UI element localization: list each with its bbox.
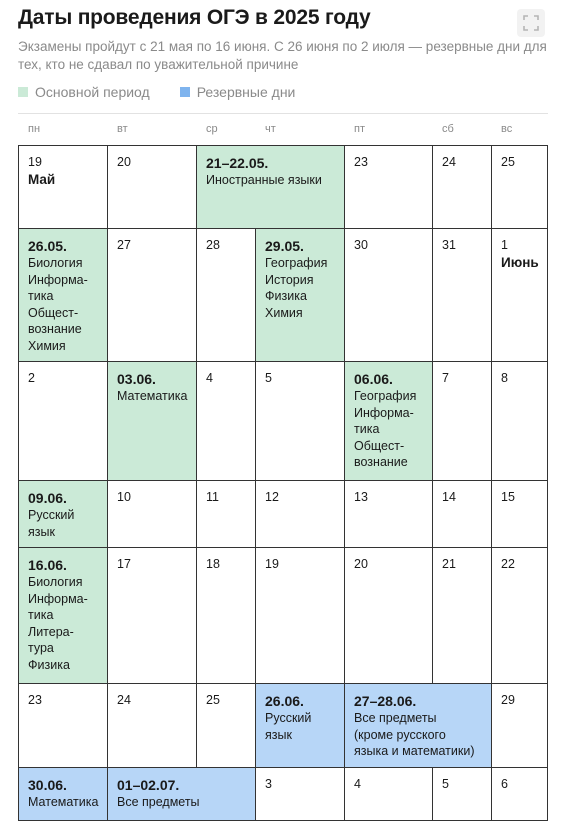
exam-subjects: Иностранные языки [206,173,322,187]
day-number: 6 [501,777,508,791]
day-number: 31 [442,238,456,252]
weekday-label: пн [28,123,41,135]
day-number: 30 [354,238,368,252]
day-number: 2 [28,371,35,385]
legend-label-reserve: Резервные дни [196,84,296,100]
calendar-day-cell [107,228,196,361]
exam-date: 16.06. [28,557,67,573]
calendar-day-cell [491,228,547,361]
exam-day-cell [344,361,432,480]
exam-date: 01–02.07. [117,777,180,793]
day-number: 25 [206,693,220,707]
day-number: 11 [206,490,219,504]
weekday-label: сб [442,123,454,135]
calendar-day-cell [196,683,255,767]
exam-day-cell [18,480,107,547]
calendar-day-cell [344,480,432,547]
exam-date: 26.05. [28,238,67,254]
exam-day-cell [18,547,107,683]
exam-subjects: Биология Информа- тика Общест- вознание Химия [28,256,88,353]
exam-date: 21–22.05. [206,155,269,171]
exam-date: 30.06. [28,777,67,793]
day-number: 15 [501,490,515,504]
day-number: 14 [442,490,456,504]
exam-day-cell [107,767,255,820]
exam-date: 27–28.06. [354,693,417,709]
day-number: 22 [501,557,515,571]
month-label: Май [28,171,56,187]
calendar-day-cell [18,683,107,767]
calendar-day-cell [432,228,491,361]
weekday-label: вс [501,123,513,135]
calendar-day-cell [107,547,196,683]
day-number: 21 [442,557,456,571]
weekday-label: пт [354,123,365,135]
exam-subjects: Все предметы [117,795,200,809]
calendar-day-cell [491,767,547,820]
calendar-day-cell [344,228,432,361]
exam-date: 03.06. [117,371,156,387]
day-number: 5 [442,777,449,791]
day-number: 20 [354,557,368,571]
day-number: 20 [117,155,131,169]
exam-date: 29.05. [265,238,304,254]
calendar-day-cell [491,547,547,683]
calendar-day-cell [18,361,107,480]
exam-day-cell [255,683,344,767]
calendar-day-cell [432,361,491,480]
day-number: 17 [117,557,131,571]
grid-border-right [547,145,548,820]
day-number: 1 [501,238,508,252]
calendar-day-cell [255,361,344,480]
exam-date: 26.06. [265,693,304,709]
month-label: Июнь [501,254,539,270]
calendar-day-cell [432,145,491,228]
day-number: 19 [28,155,42,169]
exam-day-cell [344,683,491,767]
grid-border-bottom [18,820,548,821]
day-number: 5 [265,371,272,385]
exam-day-cell [18,767,107,820]
exam-subjects: Биология Информа- тика Литера- тура Физика [28,575,88,672]
day-number: 23 [354,155,368,169]
day-number: 4 [354,777,361,791]
calendar-day-cell [491,683,547,767]
exam-date: 09.06. [28,490,67,506]
exam-day-cell [107,361,196,480]
day-number: 28 [206,238,220,252]
calendar-day-cell [196,480,255,547]
calendar-day-cell [344,547,432,683]
legend-label-main: Основной период [35,84,150,100]
calendar-day-cell [491,361,547,480]
weekday-label: вт [117,123,128,135]
day-number: 7 [442,371,449,385]
day-number: 24 [442,155,456,169]
day-number: 8 [501,371,508,385]
day-number: 4 [206,371,213,385]
calendar-day-cell [344,145,432,228]
exam-subjects: Русский язык [265,711,312,742]
exam-subjects: Математика [28,795,99,809]
calendar-day-cell [107,145,196,228]
subtitle: Экзамены пройдут с 21 мая по 16 июня. С 26 июня по 2 июля — резервные дни для тех, кто не сдавал по уважительной причине [18,39,547,72]
exam-subjects: Все предметы (кроме русского языка и математики) [354,711,475,759]
day-number: 27 [117,238,131,252]
exam-subjects: География Информа- тика Общест- вознание [354,389,417,470]
calendar-day-cell [432,480,491,547]
exam-subjects: Математика [117,389,188,403]
calendar-day-cell [107,683,196,767]
calendar-day-cell [491,480,547,547]
day-number: 25 [501,155,515,169]
exam-day-cell [18,228,107,361]
exam-subjects: Русский язык [28,508,75,539]
weekday-label: чт [265,123,276,135]
calendar-day-cell [196,547,255,683]
day-number: 18 [206,557,220,571]
exam-day-cell [196,145,344,228]
calendar-day-cell [432,767,491,820]
calendar-day-cell [196,361,255,480]
calendar-day-cell [196,228,255,361]
day-number: 10 [117,490,131,504]
calendar-day-cell [107,480,196,547]
calendar-day-cell [255,547,344,683]
day-number: 29 [501,693,515,707]
calendar-day-cell [255,767,344,820]
day-number: 23 [28,693,42,707]
calendar-day-cell [255,480,344,547]
exam-subjects: География История Физика Химия [265,256,328,320]
day-number: 3 [265,777,272,791]
day-number: 13 [354,490,368,504]
weekday-label: ср [206,123,218,135]
page-title: Даты проведения ОГЭ в 2025 году [18,6,371,29]
day-number: 24 [117,693,131,707]
exam-date: 06.06. [354,371,393,387]
day-number: 19 [265,557,279,571]
calendar-day-cell [491,145,547,228]
day-number: 12 [265,490,279,504]
calendar-day-cell [344,767,432,820]
calendar-day-cell [432,547,491,683]
calendar-day-cell [18,145,107,228]
exam-day-cell [255,228,344,361]
